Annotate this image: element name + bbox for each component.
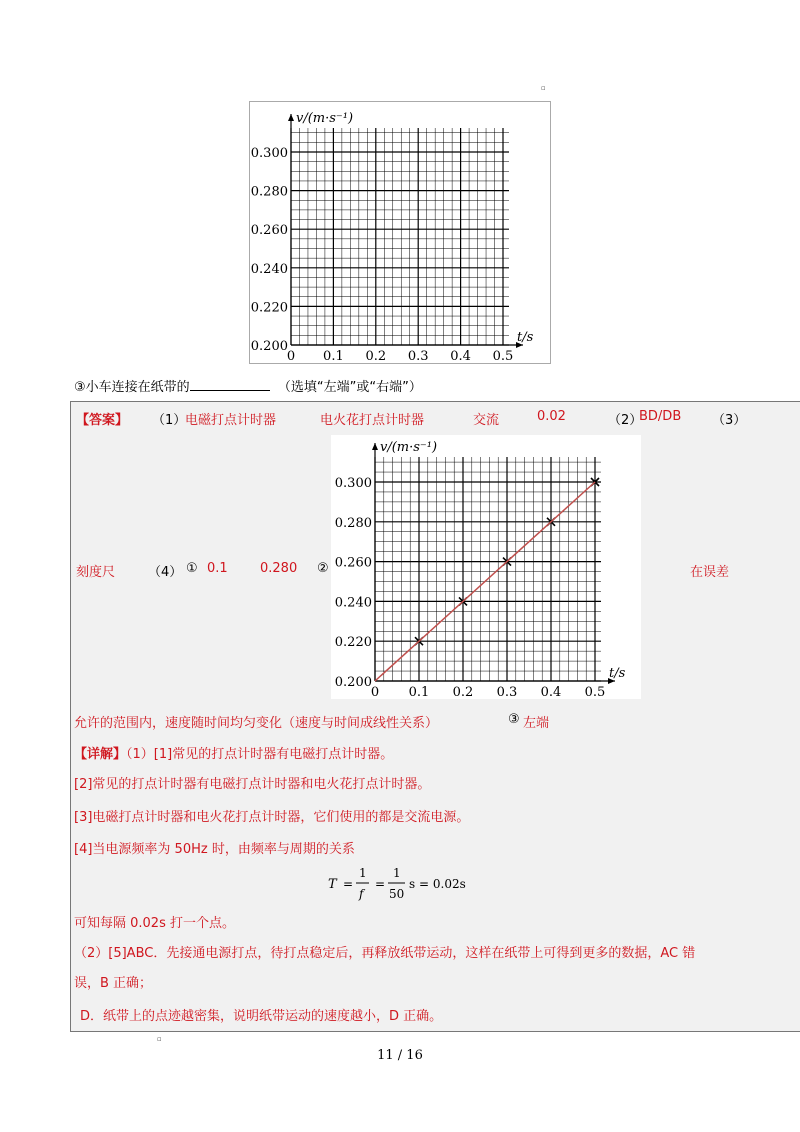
x-tick-label: 0.5 xyxy=(584,685,606,699)
svg-text:f: f xyxy=(359,887,364,901)
circle-1: ① xyxy=(186,561,198,576)
blank-graph-svg xyxy=(250,102,550,363)
y-tick-label: 0.300 xyxy=(334,476,372,491)
y-tick-label: 0.300 xyxy=(250,146,288,161)
y-axis-label: v/(m·s⁻¹) xyxy=(296,111,354,126)
answer-4: 0.02 xyxy=(537,409,566,424)
y-tick-label: 0.280 xyxy=(250,184,288,200)
x-tick-label: 0.4 xyxy=(540,685,562,699)
svg-text:=: = xyxy=(343,877,354,891)
answer-7: 0.1 xyxy=(207,561,228,576)
x-tick-label: 0.1 xyxy=(323,349,344,363)
y-tick-label: 0.220 xyxy=(334,635,372,651)
answer-2: 电火花打点计时器 xyxy=(320,413,425,428)
x-tick-label: 0.4 xyxy=(450,349,471,363)
circle-3: ③ xyxy=(508,712,520,727)
x-tick-label: 0 xyxy=(286,349,296,363)
svg-text:1: 1 xyxy=(393,866,401,880)
page-marker-bottom: ▫ xyxy=(157,1035,162,1043)
y-tick-label: 0.200 xyxy=(250,339,288,354)
detail-line-3: [3]电磁打点计时器和电火花打点计时器，它们使用的都是交流电源。 xyxy=(74,810,470,825)
detail-line-5: 可知每隔 0.02s 打一个点。 xyxy=(74,916,235,931)
y-tick-label: 0.200 xyxy=(334,675,372,690)
answer-label: 【答案】 xyxy=(76,413,129,428)
x-tick-label: 0.2 xyxy=(452,685,474,699)
answer-3: 交流 xyxy=(473,413,500,428)
answer-6: 刻度尺 xyxy=(76,565,116,580)
x-tick-label: 0.3 xyxy=(407,349,429,363)
answer-5: BD/DB xyxy=(639,409,682,424)
question-suffix: （选填“左端”或“右端”） xyxy=(277,380,422,395)
y-tick-label: 0.240 xyxy=(334,595,372,611)
detail-label: 【详解】 xyxy=(74,747,127,762)
part4-number: （4） xyxy=(148,565,183,580)
detail-line-4: [4]当电源频率为 50Hz 时，由频率与周期的关系 xyxy=(74,842,355,857)
page-number: 11 / 16 xyxy=(377,1048,423,1063)
y-tick-label: 0.240 xyxy=(250,261,288,277)
svg-text:= 0.02s: = 0.02s xyxy=(419,877,466,891)
svg-text:1: 1 xyxy=(359,866,367,880)
answer-10: 左端 xyxy=(523,716,550,731)
y-tick-label: 0.220 xyxy=(250,300,288,316)
blank-graph-figure xyxy=(249,101,551,364)
y-axis-arrow xyxy=(372,443,378,450)
part1-number: （1） xyxy=(152,413,187,428)
question-line xyxy=(74,376,422,395)
y-tick-label: 0.280 xyxy=(334,515,372,531)
x-axis-label: t/s xyxy=(609,666,626,681)
question-prefix: ③小车连接在纸带的 xyxy=(74,380,190,395)
y-tick-label: 0.260 xyxy=(250,223,288,239)
y-tick-label: 0.260 xyxy=(334,555,372,571)
x-tick-label: 0.1 xyxy=(408,685,430,699)
answer-blank xyxy=(190,378,270,391)
y-axis-arrow xyxy=(288,114,294,121)
answer-9-start: 在误差 xyxy=(690,565,730,580)
detail-line-8: D．纸带上的点迹越密集，说明纸带运动的速度越小，D 正确。 xyxy=(80,1009,443,1024)
part2-number: （2） xyxy=(608,413,643,428)
answer-9-cont: 允许的范围内，速度随时间均匀变化（速度与时间成线性关系） xyxy=(74,716,439,731)
detail-line-1: 【详解】（1）[1]常见的打点计时器有电磁打点计时器。 xyxy=(74,747,394,762)
svg-text:=: = xyxy=(375,877,386,891)
x-tick-label: 0 xyxy=(370,685,380,699)
y-axis-label: v/(m·s⁻¹) xyxy=(380,440,438,455)
answer-graph-svg xyxy=(331,435,641,699)
circle-2: ② xyxy=(317,561,329,576)
answer-8: 0.280 xyxy=(260,561,298,576)
answer-1: 电磁打点计时器 xyxy=(185,413,277,428)
x-axis-label: t/s xyxy=(517,330,534,345)
answer-graph-figure xyxy=(331,435,641,699)
page-marker: ▫ xyxy=(541,84,546,92)
part3-number: （3） xyxy=(712,413,747,428)
detail-line-7: 误，B 正确； xyxy=(74,976,153,991)
detail-line-6: （2）[5]ABC．先接通电源打点，待打点稳定后，再释放纸带运动，这样在纸带上可得到更多的数据，AC 错 xyxy=(74,946,696,961)
svg-text:50: 50 xyxy=(389,887,405,901)
svg-text:s: s xyxy=(409,877,416,891)
x-tick-label: 0.3 xyxy=(496,685,518,699)
detail-line-2: [2]常见的打点计时器有电磁打点计时器和电火花打点计时器。 xyxy=(74,777,431,792)
x-tick-label: 0.2 xyxy=(365,349,387,363)
svg-text:T: T xyxy=(328,877,337,892)
period-formula xyxy=(325,862,475,904)
x-tick-label: 0.5 xyxy=(492,349,514,363)
